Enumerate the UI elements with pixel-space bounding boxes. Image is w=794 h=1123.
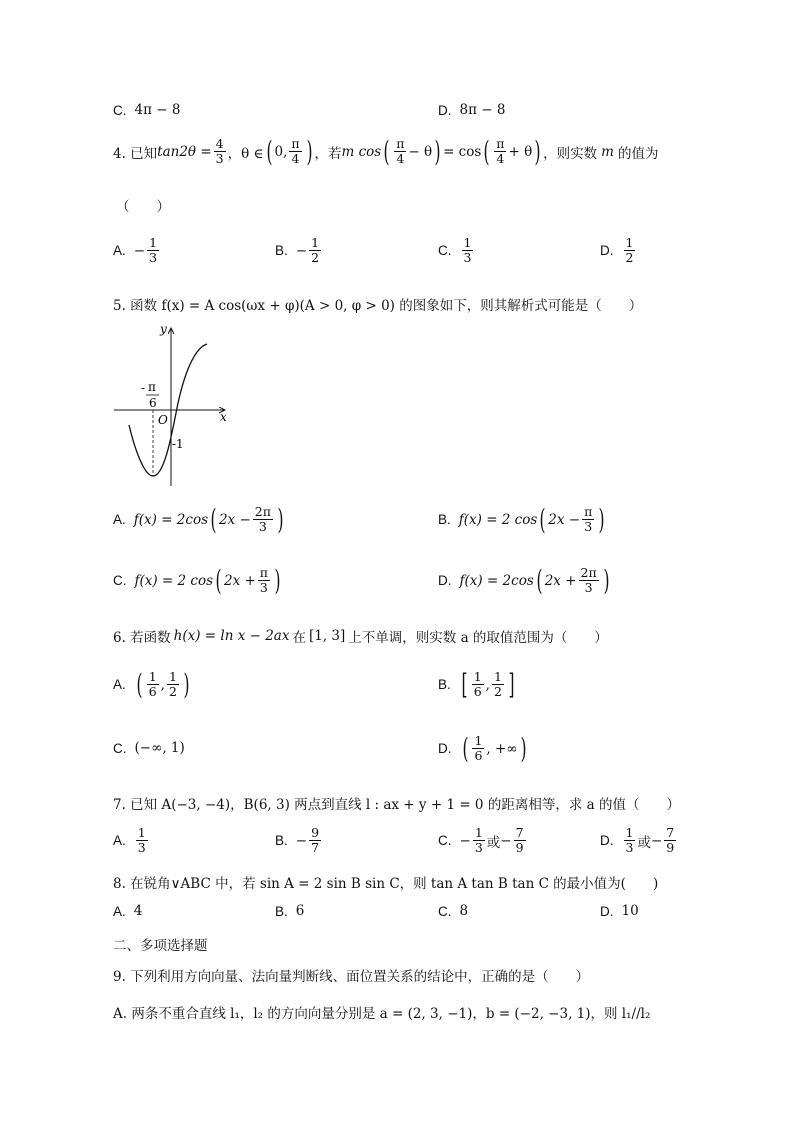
option-label: A. bbox=[113, 903, 126, 919]
q5-option-d[interactable]: D. f(x) = 2cos ( 2x + $\frac{2\pi}{3}$ ) bbox=[438, 563, 610, 597]
fraction: $\frac{9}{7}$ bbox=[311, 825, 320, 856]
tick-neg-sign: - bbox=[141, 381, 146, 395]
y-label: y bbox=[160, 322, 167, 336]
origin-label: O bbox=[158, 413, 168, 427]
fraction: $\frac{\pi}{4}$ bbox=[291, 136, 300, 167]
q5-option-c[interactable]: C. f(x) = 2 cos ( 2x + $\frac{\pi}{3}$ ) bbox=[113, 563, 281, 597]
option-label: B. bbox=[275, 833, 288, 849]
option-label: B. bbox=[275, 903, 288, 919]
fraction: $\frac{1}{3}$ bbox=[463, 235, 472, 266]
tick-pi: π bbox=[148, 380, 156, 394]
q8-option-b[interactable]: B. 6 bbox=[275, 903, 305, 919]
q7-option-a[interactable] bbox=[113, 826, 150, 856]
q8-option-d[interactable]: D. 10 bbox=[600, 903, 639, 919]
option-label: D. bbox=[438, 102, 452, 118]
theta-in: ，θ ∈ bbox=[227, 145, 264, 162]
cosine-graph bbox=[110, 318, 240, 490]
option-label: D. bbox=[600, 833, 614, 849]
fraction: $\frac{2\pi}{3}$ bbox=[580, 565, 597, 596]
q6-option-b[interactable]: B. [ $\frac{1}{6}$ , $\frac{1}{2}$ ] bbox=[438, 667, 515, 701]
option-label: D. bbox=[438, 741, 452, 757]
option-label: D. bbox=[600, 243, 614, 259]
fraction: $\frac{\pi}{3}$ bbox=[584, 504, 593, 535]
option-label: C. bbox=[438, 903, 452, 919]
option-label: D. bbox=[438, 573, 452, 589]
fraction: $\frac{1}{3}$ bbox=[137, 825, 146, 856]
q7-option-b[interactable]: B. − $\frac{9}{7}$ bbox=[275, 825, 320, 856]
option-label: B. bbox=[438, 512, 451, 528]
tan-expr: tan2θ = bbox=[157, 143, 212, 160]
option-label: A. bbox=[113, 677, 126, 693]
q6-stem: 6. 若函数 h(x) = ln x − 2ax 在 [1, 3] 上不单调，则实数 a 的取值范围为（ ） bbox=[113, 628, 608, 646]
q7-option-d[interactable]: D. $\frac{1}{3}$ 或 − $\frac{7}{9}$ bbox=[600, 825, 675, 856]
q6-option-a[interactable]: A. ( $\frac{1}{6}$ , $\frac{1}{2}$ ) bbox=[113, 667, 190, 701]
q4-option-c[interactable] bbox=[438, 236, 475, 266]
question-number: 4. 已知 bbox=[113, 145, 158, 162]
fraction: $\frac{\pi}{3}$ bbox=[259, 565, 269, 596]
q4-option-a[interactable]: A. − $\frac{1}{3}$ bbox=[113, 235, 158, 266]
fraction: $\frac{1}{3}$ bbox=[625, 825, 634, 856]
q7-option-c[interactable]: C. − $\frac{1}{3}$ 或 − $\frac{7}{9}$ bbox=[438, 825, 524, 856]
fraction: $\frac{7}{9}$ bbox=[666, 825, 675, 856]
q5-option-b[interactable]: B. f(x) = 2 cos ( 2x − $\frac{\pi}{3}$ ) bbox=[438, 502, 605, 536]
fraction: $\frac{1}{6}$ bbox=[473, 669, 482, 700]
fraction: $\frac{1}{6}$ bbox=[474, 733, 483, 764]
option-label: D. bbox=[600, 903, 614, 919]
option-label: A. bbox=[113, 833, 126, 849]
q6-option-d[interactable]: D. ( $\frac{1}{6}$ , +∞ ) bbox=[438, 731, 527, 765]
fraction: $\frac{2\pi}{3}$ bbox=[254, 504, 271, 535]
option-label: B. bbox=[275, 243, 288, 259]
option-label: B. bbox=[438, 677, 451, 693]
fraction: $\frac{\pi}{4}$ bbox=[496, 136, 505, 167]
q9-stem: 9. 下列利用方向向量、法向量判断线、面位置关系的结论中，正确的是（ ） bbox=[113, 969, 590, 985]
fraction: $\frac{1}{6}$ bbox=[148, 669, 157, 700]
q4-option-d[interactable] bbox=[600, 236, 637, 266]
q8-stem: 8. 在锐角∨ABC 中，若 sin A = 2 sin B sin C，则 tan A tan B tan C 的最小值为( ) bbox=[113, 876, 659, 892]
option-label: C. bbox=[438, 833, 452, 849]
option-label: A. bbox=[113, 243, 126, 259]
option-label: C. bbox=[438, 243, 452, 259]
tick-minus-one: -1 bbox=[172, 437, 184, 451]
fraction: $\frac{1}{3}$ bbox=[149, 235, 158, 266]
fraction: $\frac{1}{2}$ bbox=[493, 669, 502, 700]
option-label: C. bbox=[113, 102, 127, 118]
q5-stem: 5. 函数 f(x) = A cos(ωx + φ)(A > 0, φ > 0) 的图象如下，则其解析式可能是（ ） bbox=[113, 298, 643, 314]
fraction: $\frac{1}{2}$ bbox=[625, 235, 634, 266]
q7-stem: 7. 已知 A(−3, −4)，B(6, 3) 两点到直线 l : ax + y + 1 = 0 的距离相等，求 a 的值（ ） bbox=[113, 797, 680, 813]
q3-option-c[interactable] bbox=[113, 102, 180, 118]
x-label: x bbox=[220, 410, 227, 424]
q8-option-a[interactable]: A. 4 bbox=[113, 903, 143, 919]
q4-stem: 4. 已知 tan2θ = $\frac{4}{3}$ ，θ ∈ ( 0, $\frac{\pi}{4}$ ) ，若 m cos ( $\frac{\pi}{4}$ − θ ) = cos ( $\frac{\pi}{4}$ + θ ) ，则实数 m 的值为 bbox=[113, 134, 659, 168]
tick-six: 6 bbox=[149, 396, 157, 410]
fraction: $\frac{1}{3}$ bbox=[474, 825, 483, 856]
fraction: $\frac{1}{2}$ bbox=[311, 235, 320, 266]
fraction: $\frac{\pi}{4}$ bbox=[396, 136, 405, 167]
q3-option-d[interactable] bbox=[438, 102, 505, 118]
section-title: 二、多项选择题 bbox=[113, 938, 208, 953]
option-label: C. bbox=[113, 740, 127, 756]
fraction: $\frac{1}{2}$ bbox=[168, 669, 177, 700]
option-label: C. bbox=[113, 573, 127, 589]
option-text: 4π − 8 bbox=[134, 102, 181, 118]
option-text: 8π − 8 bbox=[459, 102, 506, 118]
q9-option-a[interactable]: A. 两条不重合直线 l₁，l₂ 的方向向量分别是 a = (2, 3, −1)，b = (−2, −3, 1)，则 l₁//l₂ bbox=[113, 1006, 651, 1022]
fraction: $\frac{7}{9}$ bbox=[515, 825, 524, 856]
q4-answer-paren: （ ） bbox=[116, 199, 170, 215]
q8-option-c[interactable]: C. 8 bbox=[438, 903, 469, 919]
fraction: $\frac{4}{3}$ bbox=[215, 136, 224, 167]
q5-option-a[interactable]: A. f(x) = 2cos ( 2x − $\frac{2\pi}{3}$ ) bbox=[113, 502, 284, 536]
q4-option-b[interactable]: B. − $\frac{1}{2}$ bbox=[275, 235, 320, 266]
q6-option-c[interactable]: C. (−∞, 1) bbox=[113, 740, 185, 756]
option-label: A. bbox=[113, 512, 126, 528]
